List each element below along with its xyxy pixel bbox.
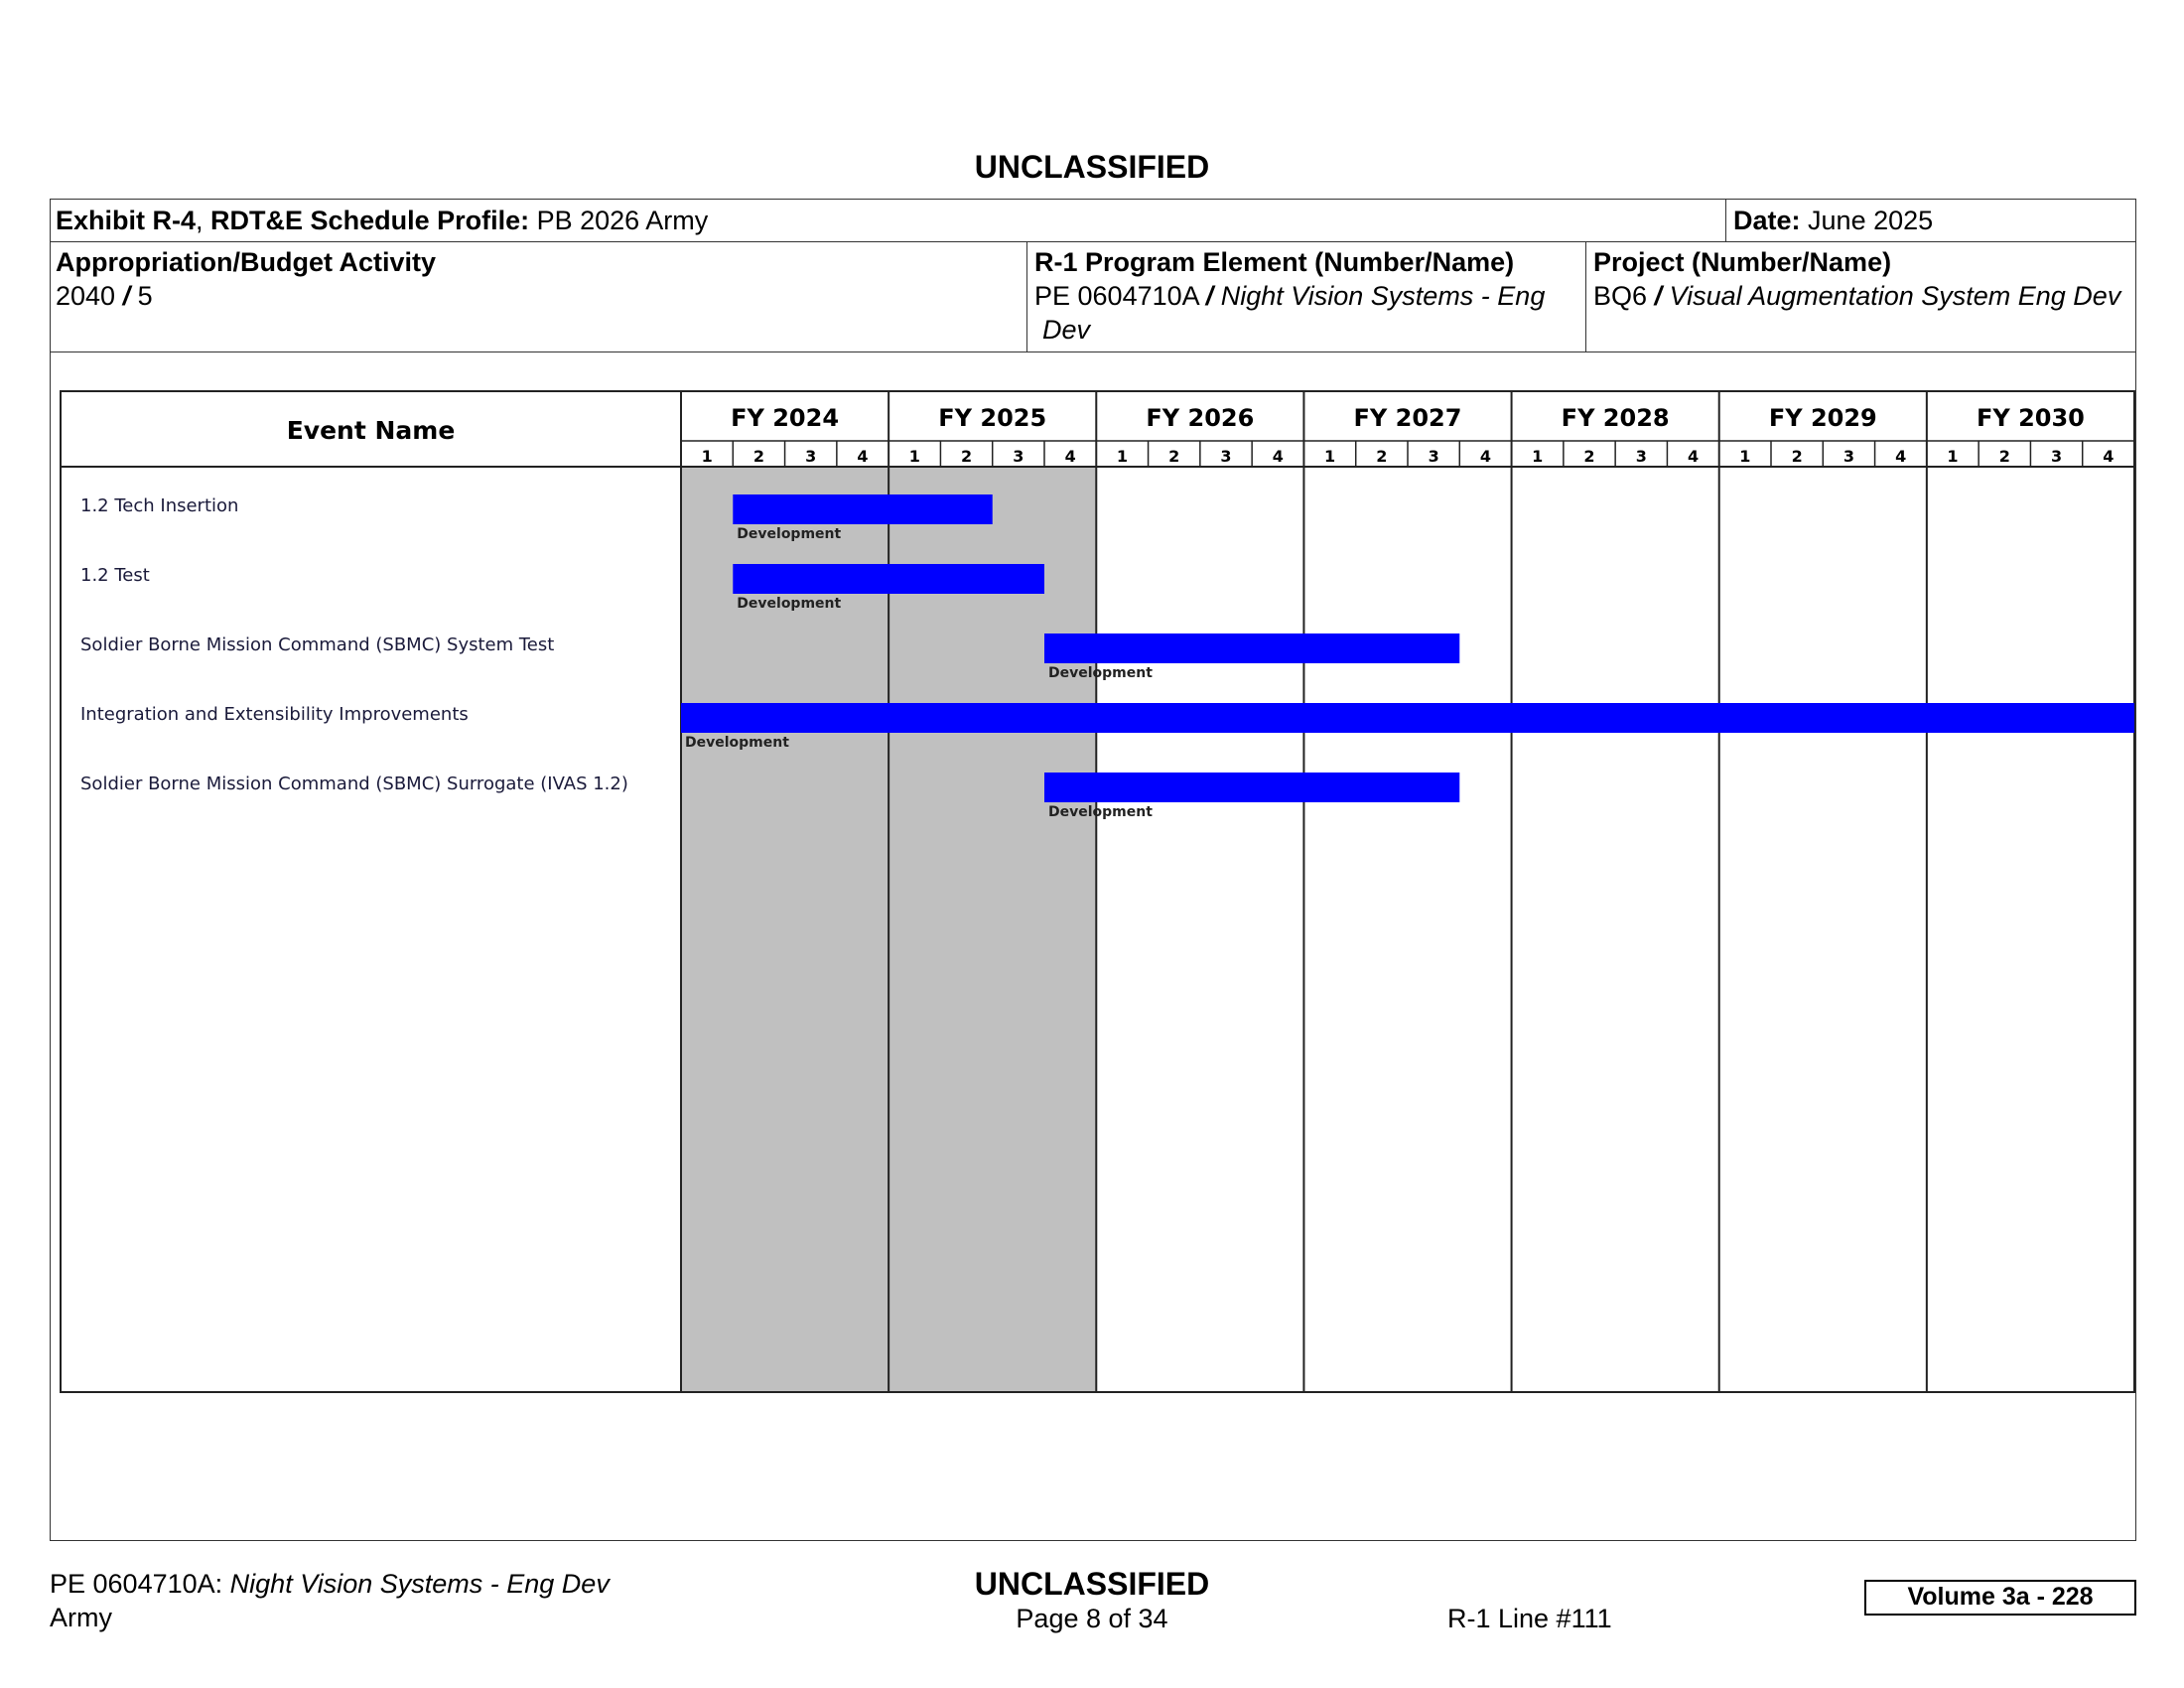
fiscal-year-label: FY 2025: [938, 404, 1047, 432]
program-element-number: PE 0604710A: [1034, 281, 1199, 311]
event-name: Soldier Borne Mission Command (SBMC) System Test: [80, 634, 555, 655]
event-bar: [733, 564, 1044, 594]
date-label: Date:: [1733, 206, 1801, 235]
quarter-label: 4: [2103, 447, 2115, 466]
footer-r1-line: R-1 Line #111: [1447, 1604, 1612, 1633]
quarter-label: 3: [1635, 447, 1647, 466]
quarter-label: 1: [1739, 447, 1751, 466]
quarter-label: 1: [1947, 447, 1959, 466]
event-name-header: Event Name: [286, 416, 456, 445]
date-value: June 2025: [1808, 206, 1934, 235]
quarter-label: 1: [908, 447, 920, 466]
exhibit-label: Exhibit R-4: [56, 206, 197, 235]
quarter-label: 2: [1791, 447, 1803, 466]
quarter-label: 3: [2051, 447, 2063, 466]
event-bar: [681, 703, 2134, 733]
program-element-name: Night Vision Systems - Eng: [1220, 281, 1546, 311]
quarter-label: 3: [1220, 447, 1232, 466]
fiscal-year-label: FY 2026: [1146, 404, 1255, 432]
appropriation-label: Appropriation/Budget Activity: [56, 247, 436, 277]
event-bar-label: Development: [737, 596, 842, 612]
quarter-label: 1: [1324, 447, 1336, 466]
project-name: Visual Augmentation System Eng Dev: [1669, 281, 2121, 311]
footer-service: Army: [50, 1603, 112, 1632]
project-label: Project (Number/Name): [1593, 247, 1892, 277]
quarter-label: 4: [1895, 447, 1907, 466]
quarter-label: 1: [1116, 447, 1128, 466]
profile-value: PB 2026 Army: [536, 206, 709, 235]
exhibit-separator: ,: [196, 206, 204, 235]
quarter-label: 2: [1998, 447, 2010, 466]
bottom-classification-banner: UNCLASSIFIED: [974, 1566, 1210, 1602]
footer-volume-box: Volume 3a - 228: [1864, 1580, 2136, 1616]
footer-pe-number: PE 0604710A:: [50, 1569, 223, 1599]
quarter-label: 4: [1479, 447, 1491, 466]
appropriation-code: 2040: [56, 281, 116, 311]
fiscal-year-label: FY 2024: [731, 404, 840, 432]
event-name: 1.2 Tech Insertion: [80, 495, 239, 516]
quarter-label: 2: [752, 447, 764, 466]
project-separator: /: [1654, 281, 1663, 311]
event-bar-label: Development: [1048, 665, 1153, 681]
fiscal-year-label: FY 2027: [1353, 404, 1462, 432]
quarter-label: 2: [961, 447, 973, 466]
quarter-label: 2: [1376, 447, 1388, 466]
profile-label: RDT&E Schedule Profile:: [210, 206, 530, 235]
quarter-label: 3: [1013, 447, 1024, 466]
quarter-label: 1: [701, 447, 713, 466]
shaded-year-fy-2025: [888, 467, 1096, 1392]
event-bar-label: Development: [1048, 804, 1153, 820]
footer-page-number: Page 8 of 34: [1016, 1604, 1168, 1633]
budget-activity: 5: [137, 281, 153, 311]
quarter-label: 3: [1428, 447, 1439, 466]
quarter-label: 3: [1843, 447, 1854, 466]
appropriation-separator: /: [122, 281, 131, 311]
gantt-border: [61, 391, 2134, 1392]
quarter-label: 4: [1272, 447, 1284, 466]
event-bar: [1044, 633, 1459, 663]
event-bar: [1044, 773, 1459, 802]
quarter-label: 2: [1583, 447, 1595, 466]
quarter-label: 4: [1688, 447, 1700, 466]
project-number: BQ6: [1593, 281, 1648, 311]
event-bar-label: Development: [685, 735, 789, 751]
fiscal-year-label: FY 2028: [1561, 404, 1670, 432]
event-name: Integration and Extensibility Improvements: [80, 704, 469, 725]
program-element-name-cont: Dev: [1042, 315, 1091, 345]
top-classification-banner: UNCLASSIFIED: [974, 149, 1210, 185]
footer-pe-name: Night Vision Systems - Eng Dev: [229, 1569, 610, 1599]
fiscal-year-label: FY 2029: [1768, 404, 1877, 432]
program-element-separator: /: [1205, 281, 1214, 311]
quarter-label: 4: [1064, 447, 1076, 466]
event-bar-label: Development: [737, 526, 842, 542]
quarter-label: 2: [1168, 447, 1180, 466]
fiscal-year-label: FY 2030: [1976, 404, 2085, 432]
quarter-label: 3: [805, 447, 817, 466]
event-name: Soldier Borne Mission Command (SBMC) Surrogate (IVAS 1.2): [80, 774, 628, 794]
quarter-label: 4: [857, 447, 869, 466]
event-bar: [733, 494, 992, 524]
program-element-label: R-1 Program Element (Number/Name): [1034, 247, 1515, 277]
event-name: 1.2 Test: [80, 565, 150, 586]
quarter-label: 1: [1532, 447, 1544, 466]
